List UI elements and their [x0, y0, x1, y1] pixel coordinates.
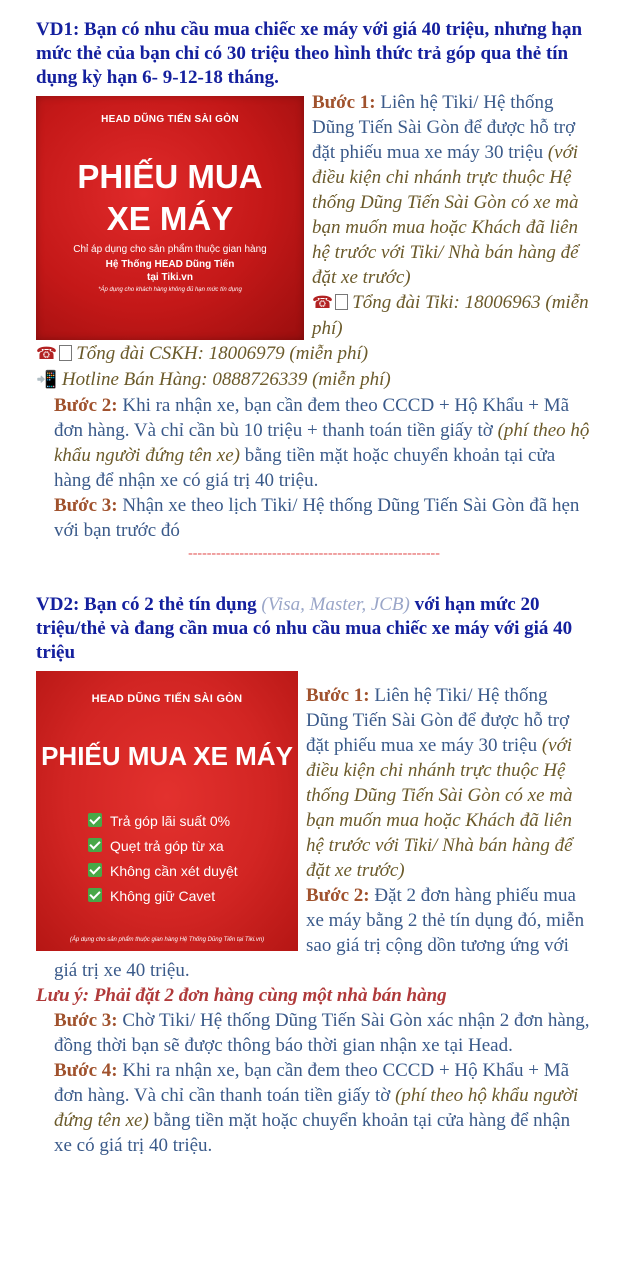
voucher-note: *Áp dụng cho khách hàng không đủ hạn mức tín dụng — [98, 287, 242, 293]
voucher-title: PHIẾU MUA XE MÁY — [77, 158, 263, 237]
phone-icon: ☎ — [312, 293, 334, 313]
check-icon — [88, 888, 102, 902]
benefit-item: Không giữ Cavet — [88, 884, 238, 909]
step-label: Bước 3: — [54, 1010, 118, 1031]
check-icon — [88, 838, 102, 852]
voucher-subtitle: Chỉ áp dụng cho sản phẩm thuộc gian hàng — [73, 244, 267, 255]
step-label: Bước 2: — [54, 395, 118, 416]
missing-glyph-icon — [335, 294, 348, 310]
check-icon — [88, 863, 102, 877]
hotline-tiki: ☎ Tổng đài Tiki: 18006963 (miễn phí) — [312, 292, 589, 339]
vd2-step4: Bước 4: Khi ra nhận xe, bạn cần đem theo CCCD + Hộ Khẩu + Mã đơn hàng. Và chỉ cần thanh toán tiền giấy tờ (phí theo hộ khẩu người đứng tên xe) bằng tiền mặt hoặc chuyển khoản tại cửa hàng để nhận xe có giá trị 40 triệu. — [54, 1060, 579, 1156]
vd1-step2: Bước 2: Khi ra nhận xe, bạn cần đem theo CCCD + Hộ Khẩu + Mã đơn hàng. Và chỉ cần bù 10 triệu + thanh toán tiền giấy tờ (phí theo hộ khẩu người đứng tên xe) bằng tiền mặt hoặc chuyển khoản tại cửa hàng để nhận xe có giá trị 40 triệu. — [54, 395, 590, 491]
benefit-item: Trả góp lãi suất 0% — [88, 809, 238, 834]
section-divider: ------------------------------------------------------ — [188, 546, 440, 561]
vd1-step3: Bước 3: Nhận xe theo lịch Tiki/ Hệ thống Dũng Tiến Sài Gòn đã hẹn với bạn trước đó — [54, 495, 580, 541]
voucher-shop: Hệ Thống HEAD Dũng Tiến tại Tiki.vn — [105, 259, 235, 283]
voucher-note: (Áp dụng cho sản phẩm thuộc gian hàng Hệ Thống Dũng Tiến tại Tiki.vn) — [69, 937, 265, 943]
check-icon — [88, 813, 102, 827]
vd1-step1: Bước 1: Liên hệ Tiki/ Hệ thống Dũng Tiến Sài Gòn để được hỗ trợ đặt phiếu mua xe máy 30 triệu (với điều kiện chi nhánh trực thuộc Hệ thống Dũng Tiến Sài Gòn có xe mà bạn muốn mua hoặc Khách đã liên hệ trước với Tiki/ Nhà bán hàng để đặt xe trước) — [312, 92, 579, 288]
step-label: Bước 4: — [54, 1060, 118, 1081]
phone-icon: ☎ — [36, 344, 58, 364]
voucher-image-1 — [36, 96, 304, 340]
step-label: Bước 1: — [306, 685, 370, 706]
voucher-benefits — [88, 809, 238, 909]
missing-glyph-icon — [59, 345, 72, 361]
vd2-heading: VD2: Bạn có 2 thẻ tín dụng (Visa, Master, JCB) với hạn mức 20 triệu/thẻ và đang cần mua có nhu cầu mua chiếc xe máy với giá 40 triệu — [36, 594, 573, 663]
hotline-cskh: ☎ Tổng đài CSKH: 18006979 (miễn phí) — [36, 341, 592, 367]
benefit-item: Quẹt trả góp từ xa — [88, 834, 238, 859]
voucher-brand: HEAD DŨNG TIẾN SÀI GÒN — [91, 693, 243, 705]
vd1-heading: VD1: Bạn có nhu cầu mua chiếc xe máy với giá 40 triệu, nhưng hạn mức thẻ của bạn chỉ có 30 triệu theo hình thức trả góp qua thẻ tín dụng kỳ hạn 6- 9-12-18 tháng. — [36, 19, 583, 88]
step-label: Bước 2: — [306, 885, 370, 906]
benefit-item: Không cần xét duyệt — [88, 859, 238, 884]
voucher-brand: HEAD DŨNG TIẾN SÀI GÒN — [101, 114, 239, 125]
warning-note: Lưu ý: Phải đặt 2 đơn hàng cùng một nhà bán hàng — [36, 985, 447, 1006]
hotline-sales: 📲 Hotline Bán Hàng: 0888726339 (miễn phí) — [36, 367, 592, 393]
mobile-phone-icon: 📲 — [36, 370, 58, 390]
vd2-step1: Bước 1: Liên hệ Tiki/ Hệ thống Dũng Tiến Sài Gòn để được hỗ trợ đặt phiếu mua xe máy 30 triệu (với điều kiện chi nhánh trực thuộc Hệ thống Dũng Tiến Sài Gòn có xe mà bạn muốn mua hoặc Khách đã liên hệ trước với Tiki/ Nhà bán hàng để đặt xe trước) — [306, 685, 573, 881]
vd2-step3: Bước 3: Chờ Tiki/ Hệ thống Dũng Tiến Sài Gòn xác nhận 2 đơn hàng, đồng thời bạn sẽ được thông báo thời gian nhận xe tại Head. — [54, 1010, 590, 1056]
voucher-image-2 — [36, 671, 298, 951]
step-label: Bước 3: — [54, 495, 118, 516]
vd2-step2: Bước 2: Đặt 2 đơn hàng phiếu mua xe máy bằng 2 thẻ tín dụng đó, miễn sao giá trị cộng dồn tương ứng với giá trị xe 40 triệu. — [54, 885, 585, 981]
voucher-title: PHIẾU MUA XE MÁY — [41, 741, 293, 771]
step-label: Bước 1: — [312, 92, 376, 113]
